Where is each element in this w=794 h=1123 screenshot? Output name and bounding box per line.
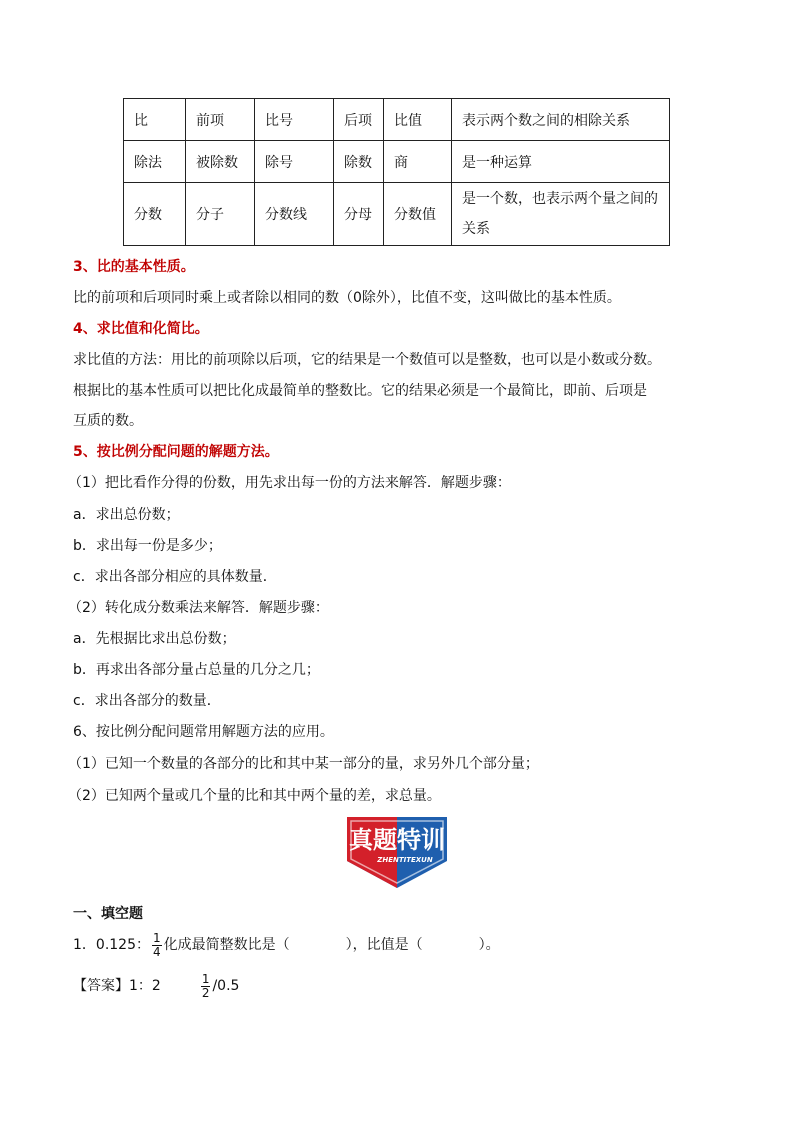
step-c-2: c．求出各部分的数量． (73, 693, 221, 709)
table-cell: 分母 (334, 183, 384, 246)
answer-fraction (201, 973, 211, 1000)
zhentitexun-logo (345, 815, 449, 890)
table-cell: 分数线 (255, 183, 334, 246)
table-row (124, 99, 670, 141)
section-3-text: 比的前项和后项同时乘上或者除以相同的数（0除外），比值不变，这叫做比的基本性质。 (73, 290, 621, 306)
section-6-case-2: （2）已知两个量或几个量的比和其中两个量的差，求总量。 (68, 788, 441, 804)
table-row (124, 141, 670, 183)
table-cell: 是一种运算 (452, 141, 670, 183)
question-1-fraction (152, 932, 162, 959)
table-cell: 比 (124, 99, 186, 141)
section-4-heading: 4、求比值和化简比。 (73, 321, 209, 337)
logo-title: 真题特训 (349, 826, 445, 854)
fraction-denominator: 4 (153, 944, 161, 959)
table-cell: 商 (384, 141, 452, 183)
section-4-text-1: 求比值的方法：用比的前项除以后项，它的结果是一个数值可以是整数，也可以是小数或分数。 (73, 352, 661, 368)
comparison-table (123, 98, 670, 246)
step-b-1: b．求出每一份是多少； (73, 538, 222, 554)
answer-label: 【答案】 (73, 978, 129, 994)
table-cell: 除号 (255, 141, 334, 183)
table-row (124, 183, 670, 246)
answer-tail: /0.5 (212, 978, 240, 994)
table-cell: 被除数 (186, 141, 255, 183)
question-1-suffix: 化成最简整数比是（ ），比值是（ ）。 (163, 937, 500, 953)
question-1-prefix: 1．0.125： (73, 937, 150, 953)
step-a-2: a．先根据比求出总份数； (73, 631, 236, 647)
table-cell: 是一个数，也表示两个量之间的关系 (452, 183, 670, 246)
section-5-method-1: （1）把比看作分得的份数，用先求出每一份的方法来解答．解题步骤： (68, 475, 511, 491)
section-6-case-1: （1）已知一个数量的各部分的比和其中某一部分的量，求另外几个部分量； (68, 756, 539, 772)
fraction-numerator: 1 (201, 971, 210, 986)
section-4-text-3: 互质的数。 (73, 413, 143, 429)
answer-line (73, 972, 239, 1000)
table-cell: 除数 (334, 141, 384, 183)
section-5-heading: 5、按比例分配问题的解题方法。 (73, 444, 279, 460)
table-cell: 分数 (124, 183, 186, 246)
section-5-method-2: （2）转化成分数乘法来解答．解题步骤： (68, 600, 329, 616)
step-c-1: c．求出各部分相应的具体数量． (73, 569, 277, 585)
section-6-heading: 6、按比例分配问题常用解题方法的应用。 (73, 724, 334, 740)
section-4-text-2: 根据比的基本性质可以把比化成最简单的整数比。它的结果必须是一个最简比，即前、后项是 (73, 383, 647, 399)
question-1 (73, 931, 500, 959)
table-cell: 分子 (186, 183, 255, 246)
table-cell: 表示两个数之间的相除关系 (452, 99, 670, 141)
table-cell: 分数值 (384, 183, 452, 246)
table-cell: 除法 (124, 141, 186, 183)
table-cell: 后项 (334, 99, 384, 141)
logo-subtitle: ZHENTITEXUN (377, 856, 433, 864)
step-b-2: b．再求出各部分量占总量的几分之几； (73, 662, 320, 678)
table-cell: 比号 (255, 99, 334, 141)
step-a-1: a．求出总份数； (73, 507, 180, 523)
table-cell: 前项 (186, 99, 255, 141)
table-cell: 比值 (384, 99, 452, 141)
answer-ratio: 1：2 (129, 978, 161, 994)
section-3-heading: 3、比的基本性质。 (73, 259, 195, 275)
exercise-heading: 一、填空题 (73, 906, 143, 922)
fraction-numerator: 1 (153, 930, 161, 945)
fraction-denominator: 2 (201, 985, 210, 1000)
